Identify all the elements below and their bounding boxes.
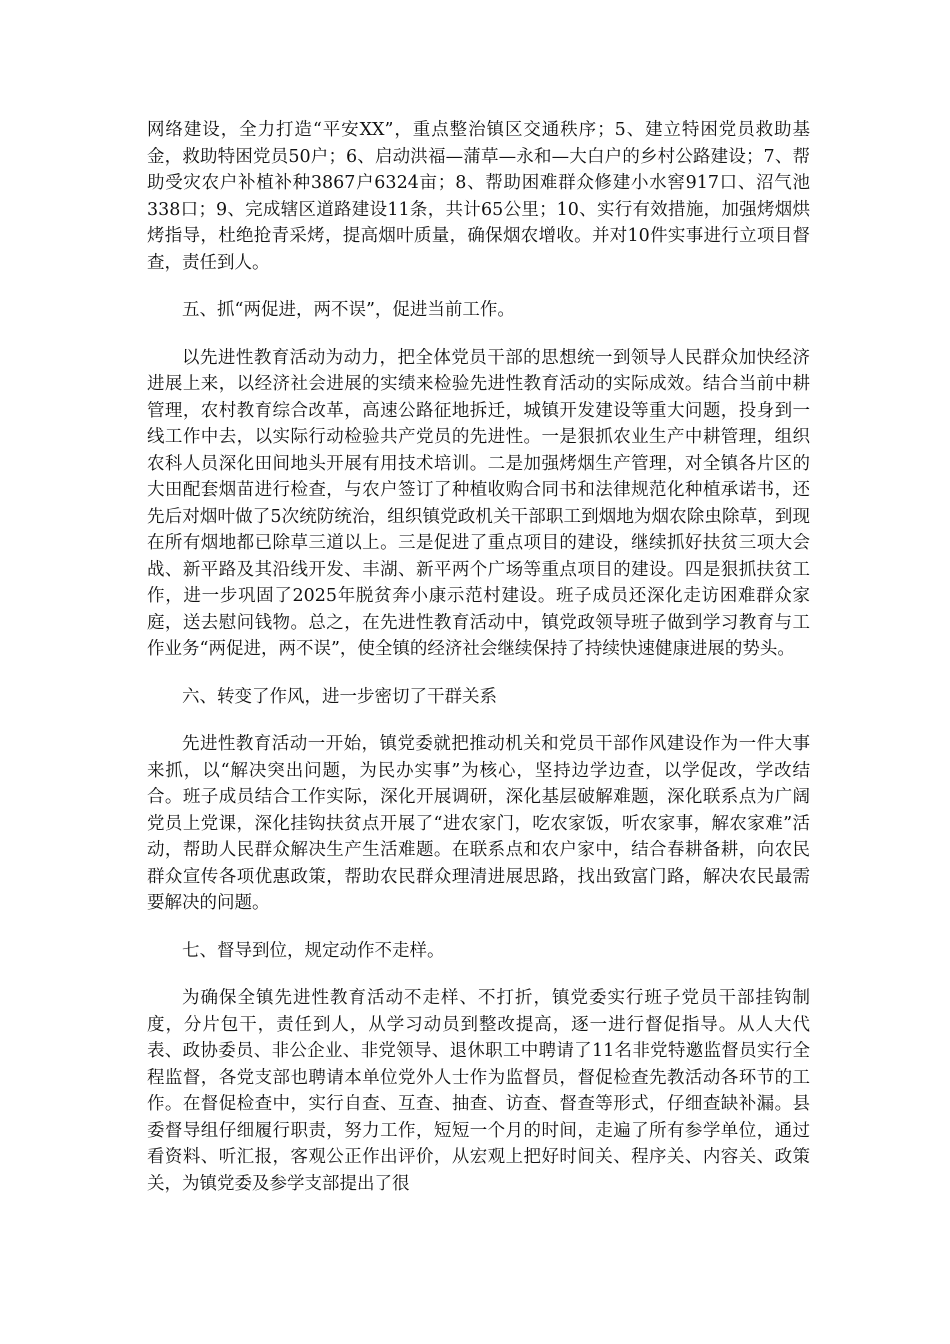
paragraph-gap xyxy=(147,663,810,684)
paragraph-section-6: 先进性教育活动一开始，镇党委就把推动机关和党员干部作风建设作为一件大事来抓，以“解决突出问题，为民办实事”为核心，坚持边学边查，以学促改，学改结合。班子成员结合工作实际，深化开展调研，深化基层破解难题，深化联系点为广阔党员上党课，深化挂钩扶贫点开展了“进农家门，吃农家饭，听农家事，解农家难”活动，帮助人民群众解决生产生活难题。在联系点和农户家中，结合春耕备耕，向农民群众宣传各项优惠政策，帮助农民群众理清进展思路，找出致富门路，解决农民最需要解决的问题。 xyxy=(147,734,810,913)
paragraph-gap xyxy=(147,964,810,985)
section-heading-5: 五、抓“两促进，两不误”，促进当前工作。 xyxy=(182,300,515,320)
document-body xyxy=(147,117,810,1197)
paragraph-gap xyxy=(147,276,810,297)
section-heading-6: 六、转变了作风，进一步密切了干群关系 xyxy=(182,686,497,707)
paragraph-gap xyxy=(147,710,810,731)
paragraph-gap xyxy=(147,324,810,345)
paragraph-gap xyxy=(147,917,810,938)
section-heading-7: 七、督导到位，规定动作不走样。 xyxy=(182,940,445,961)
paragraph-section-5: 以先进性教育活动为动力，把全体党员干部的思想统一到领导人民群众加快经济进展上来，以经济社会进展的实绩来检验先进性教育活动的实际成效。结合当前中耕管理，农村教育综合改革，高速公路征地拆迁，城镇开发建设等重大问题，投身到一线工作中去，以实际行动检验共产党员的先进性。一是狠抓农业生产中耕管理，组织农科人员深化田间地头开展有用技术培训。二是加强烤烟生产管理，对全镇各片区的大田配套烟苗进行检查，与农户签订了种植收购合同书和法律规范化种植承诺书，还先后对烟叶做了5次统防统治，组织镇党政机关干部职工到烟地为烟农除虫除草，到现在所有烟地都已除草三道以上。三是促进了重点项目的建设，继续抓好扶贫三项大会战、新平路及其沿线开发、丰湖、新平两个广场等重点项目的建设。四是狠抓扶贫工作，进一步巩固了2025年脱贫奔小康示范村建设。班子成员还深化走访困难群众家庭，送去慰问钱物。总之，在先进性教育活动中，镇党政领导班子做到学习教育与工作业务“两促进，两不误”，使全镇的经济社会继续保持了持续快速健康进展的势头。 xyxy=(147,347,810,659)
paragraph-section-7: 为确保全镇先进性教育活动不走样、不打折，镇党委实行班子党员干部挂钩制度，分片包干，责任到人，从学习动员到整改提高，逐一进行督促指导。从人大代表、政协委员、非公企业、非党领导、退休职工中聘请了11名非党特邀监督员实行全程监督，各党支部也聘请本单位党外人士作为监督员，督促检查先教活动各环节的工作。在督促检查中，实行自查、互查、抽查、访查、督查等形式，仔细查缺补漏。县委督导组仔细履行职责，努力工作，短短一个月的时间，走遍了所有参学单位，通过看资料、听汇报，客观公正作出评价，从宏观上把好时间关、程序关、内容关、政策关，为镇党委及参学支部提出了很 xyxy=(147,988,810,1194)
paragraph-continued: 网络建设，全力打造“平安XX”，重点整治镇区交通秩序；5、建立特困党员救助基金，救助特困党员50户；6、启动洪福—蒲草—永和—大白户的乡村公路建设；7、帮助受灾农户补植补种3867户6324亩；8、帮助困难群众修建小水窖917口、沼气池338口；9、完成辖区道路建设11条，共计65公里；10、实行有效措施，加强烤烟烘烤指导，杜绝抢青采烤，提高烟叶质量，确保烟农增收。并对10件实事进行立项目督查，责任到人。 xyxy=(147,120,810,273)
